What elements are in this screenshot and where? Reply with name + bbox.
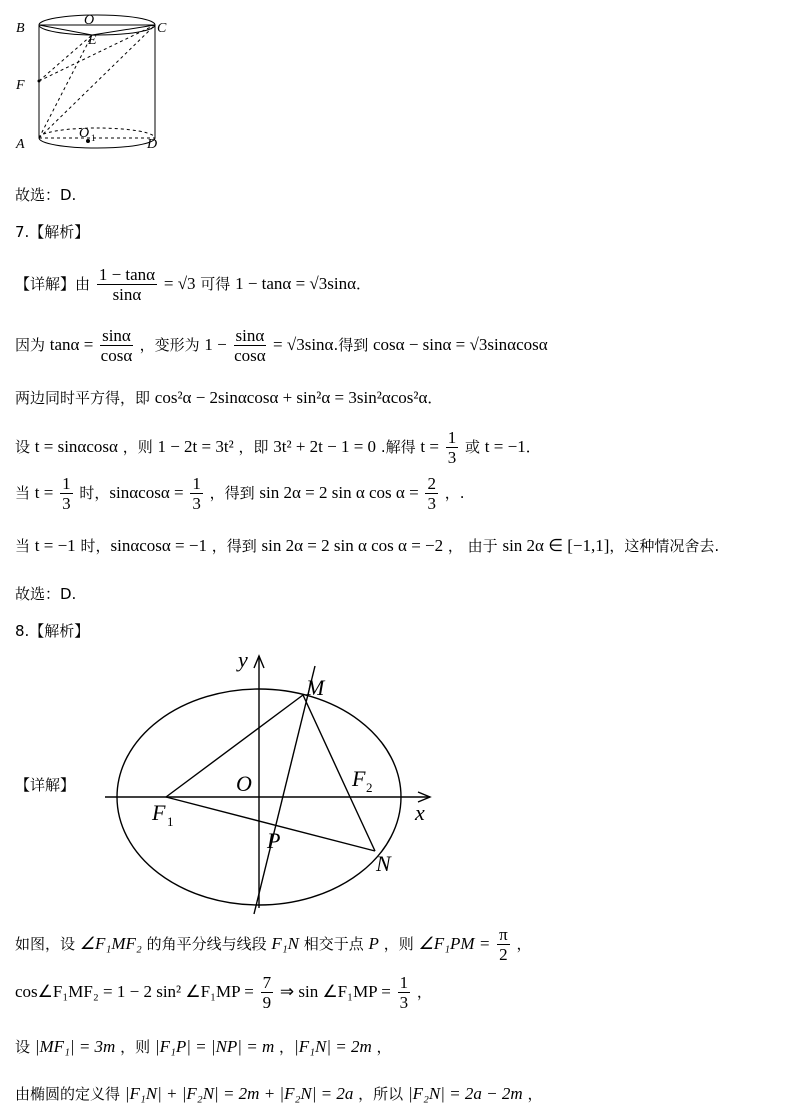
label-B: B [16,21,25,36]
q7-line1: 【详解】由 $\frac{1 - \tan\alpha}{\sin\alpha}$ = √3 可得 1 − tanα = √3sinα． [15,265,372,304]
label-C: C [157,21,167,36]
q8-line4: 由椭圆的定义得 |F₁N| + |F₂N| = 2m + |F₂N| = 2a ，所以 |F₂N| = 2a − 2m ， [15,1084,543,1103]
label-F1: F [152,800,166,825]
q8-line1: 如图，设 ∠F₁MF₂ 的角平分线与线段 F₁N 相交于点 P ，则 ∠F₁PM = $\frac{\pi}{2}$ ， [15,925,532,964]
label-O: O [236,771,252,796]
q6-answer: 故选：D. [15,186,77,204]
label-D: D [147,137,158,152]
label-P: P [267,828,281,853]
label-E: E [88,33,97,48]
label-y: y [238,648,248,672]
label-O1-sub: 1 [91,133,96,143]
q8-line2: cos∠F₁MF₂ = 1 − 2 sin² ∠F₁MP = $\frac{7}{9}$ ⇒ sin ∠F₁MP = $\frac{1}{3}$ ， [15,973,432,1012]
q7-line4: 设 t = sinαcosα ，则 1 − 2t = 3t² ，即 3t² + 2t − 1 = 0 .解得 t = $\frac{1}{3}$ 或 t = −1． [15,428,541,467]
q8-line3: 设 |MF₁| = 3m ，则 |F₁P| = |NP| = m ，|F₁N| = 2m ， [15,1037,392,1056]
label-A: A [16,137,25,152]
q7-line5: 当 t = $\frac{1}{3}$ 时，sinαcosα = $\frac{1}{3}$ ，得到 sin 2α = 2 sin α cos α = $\frac{2}{3}$ ，. [15,474,465,513]
label-O: O [84,13,95,28]
cylinder-figure [10,5,170,157]
label-M: M [306,675,325,700]
q7-line2: 因为 tanα = $\frac{\sin\alpha}{\cos\alpha}$ ，变形为 1 − $\frac{\sin\alpha}{\cos\alpha}$ = √3sinα.得到 cosα − sinα = √3sinαcosα [15,326,548,365]
q8-detail-tag: 【详解】 [15,776,76,794]
label-O1: O [79,126,90,141]
label-F1-sub: 1 [167,814,174,829]
ellipse-figure [100,648,445,918]
label-F2: F [352,766,366,791]
q7-line6: 当 t = −1 时，sinαcosα = −1 ，得到 sin 2α = 2 sin α cos α = −2 ， 由于 sin 2α ∈ [−1,1]，这种情况舍去. [15,536,720,555]
q7-answer: 故选：D. [15,585,77,603]
q8-header: 8.【解析】 [15,622,90,640]
q7-line3: 两边同时平方得，即 cos²α − 2sinαcosα + sin²α = 3sin²αcos²α． [15,388,443,407]
q7-header: 7.【解析】 [15,223,90,241]
label-N: N [376,851,391,876]
label-F: F [16,78,25,93]
label-F2-sub: 2 [366,780,373,795]
label-x: x [415,800,425,825]
